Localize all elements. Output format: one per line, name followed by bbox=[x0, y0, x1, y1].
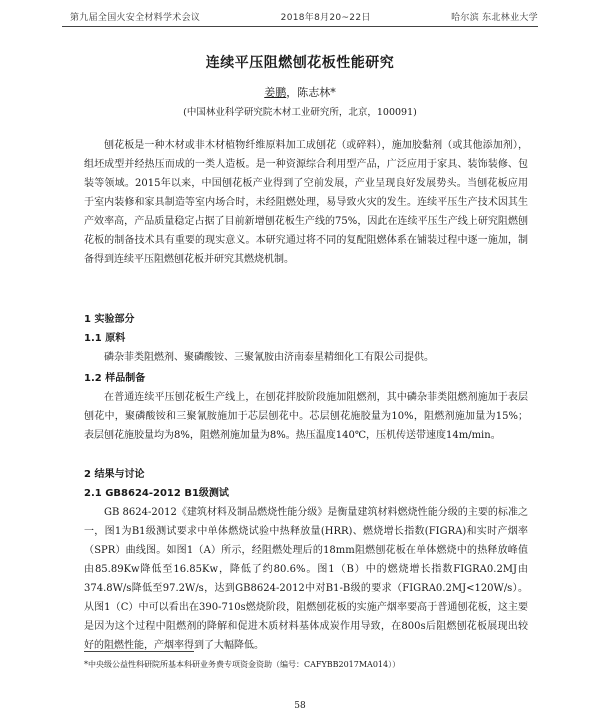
materials-paragraph: 磷杂菲类阻燃剂、聚磷酸铵、三聚氰胺由济南泰星精细化工有限公司提供。 bbox=[104, 352, 434, 363]
paper-title: 连续平压阻燃刨花板性能研究 bbox=[205, 55, 395, 71]
author-first: 姜鹏 bbox=[264, 86, 287, 99]
materials-block bbox=[84, 348, 528, 367]
funding-footnote: *中央级公益性科研院所基本科研业务费专项资金资助（编号：CAFYBB2017MA014）） bbox=[84, 660, 401, 669]
header-conference: 第九届全国火安全材料学术会议 bbox=[70, 13, 201, 23]
abstract-block bbox=[84, 136, 528, 269]
abstract-paragraph: 刨花板是一种木材或非木材植物纤维原料加工成刨花（或碎料），施加胶黏剂（或其他添加剂），组坯成型并经热压而成的一类人造板。是一种资源综合利用型产品，广泛应用于家具、装饰装修、包装等领域。2015年以来，中国刨花板产业得到了空前发展，产业呈现良好发展势头。当刨花板应用于室内装修和家具制造等室内场合时，未经阻燃处理，易导致火灾的发生。连续平压生产技术因其生产效率高，产品质量稳定占据了目前新增刨花板生产线的75%，因此在连续平压生产线上研究阻燃刨花板的制备技术具有重要的现实意义。本研究通过将不同的复配阻燃体系在铺装过程中逐一施加，制备得到连续平压阻燃刨花板并研究其燃烧机制。 bbox=[84, 140, 528, 265]
b1-test-block bbox=[84, 503, 528, 655]
subsection-heading-preparation: 1.2 样品制备 bbox=[84, 373, 146, 384]
section-heading-results: 2 结果与讨论 bbox=[84, 469, 145, 480]
header-rule bbox=[62, 26, 538, 27]
affiliation: (中国林业科学研究院木材工业研究所，北京，100091) bbox=[183, 107, 417, 118]
b1-test-paragraph: GB 8624-2012《建筑材料及制品燃烧性能分级》是衡量建筑材料燃烧性能分级的主要的标准之一，图1为B1级测试要求中单体燃烧试验中热释放量(HRR)、燃烧增长指数(FIGRA)和实时产烟率（SPR）曲线图。如图1（A）所示，经阻燃处理后的18mm阻燃刨花板在单体燃烧中的热释放峰值由85.89Kw降低至16.85Kw，降低了约80.6%。图1（B）中的燃烧增长指数FIGRA0.2MJ由374.8W/s降低至97.2W/s，达到GB8624-2012中对B1-B级的要求（FIGRA0.2MJ<120W/s）。从图1（C）中可以看出在390-710s燃烧阶段，阻燃刨花板的实施产烟率要高于普通刨花板，这主要是因为这个过程中阻燃剂的降解和促进木质材料基体成炭作用导致，在800s后阻燃刨花板展现出较好的阻燃性能，产烟率得到了大幅降低。 bbox=[84, 507, 528, 651]
author-separator: ， bbox=[286, 86, 298, 99]
preparation-block bbox=[84, 388, 528, 445]
header-date: 2018年8月20~22日 bbox=[280, 13, 371, 23]
preparation-paragraph: 在普通连续平压刨花板生产线上，在刨花拌胶阶段施加阻燃剂，其中磷杂菲类阻燃剂施加于表层刨花中，聚磷酸铵和三聚氰胺施加于芯层刨花中。芯层刨花施胶量为10%，阻燃剂施加量为15%；表层刨花施胶量均为8%，阻燃剂施加量为8%。热压温度140℃，压机传送带速度14m/min。 bbox=[84, 392, 528, 441]
footnote-rule bbox=[84, 651, 194, 652]
running-header bbox=[70, 10, 538, 23]
header-venue: 哈尔滨 东北林业大学 bbox=[451, 13, 538, 23]
author-second: 陈志林* bbox=[297, 86, 336, 99]
section-heading-experimental: 1 实验部分 bbox=[84, 314, 135, 325]
subsection-heading-materials: 1.1 原料 bbox=[84, 333, 126, 344]
authors bbox=[0, 84, 600, 100]
subsection-heading-b1-test: 2.1 GB8624-2012 B1级测试 bbox=[84, 488, 229, 499]
page-number: 58 bbox=[294, 701, 306, 711]
